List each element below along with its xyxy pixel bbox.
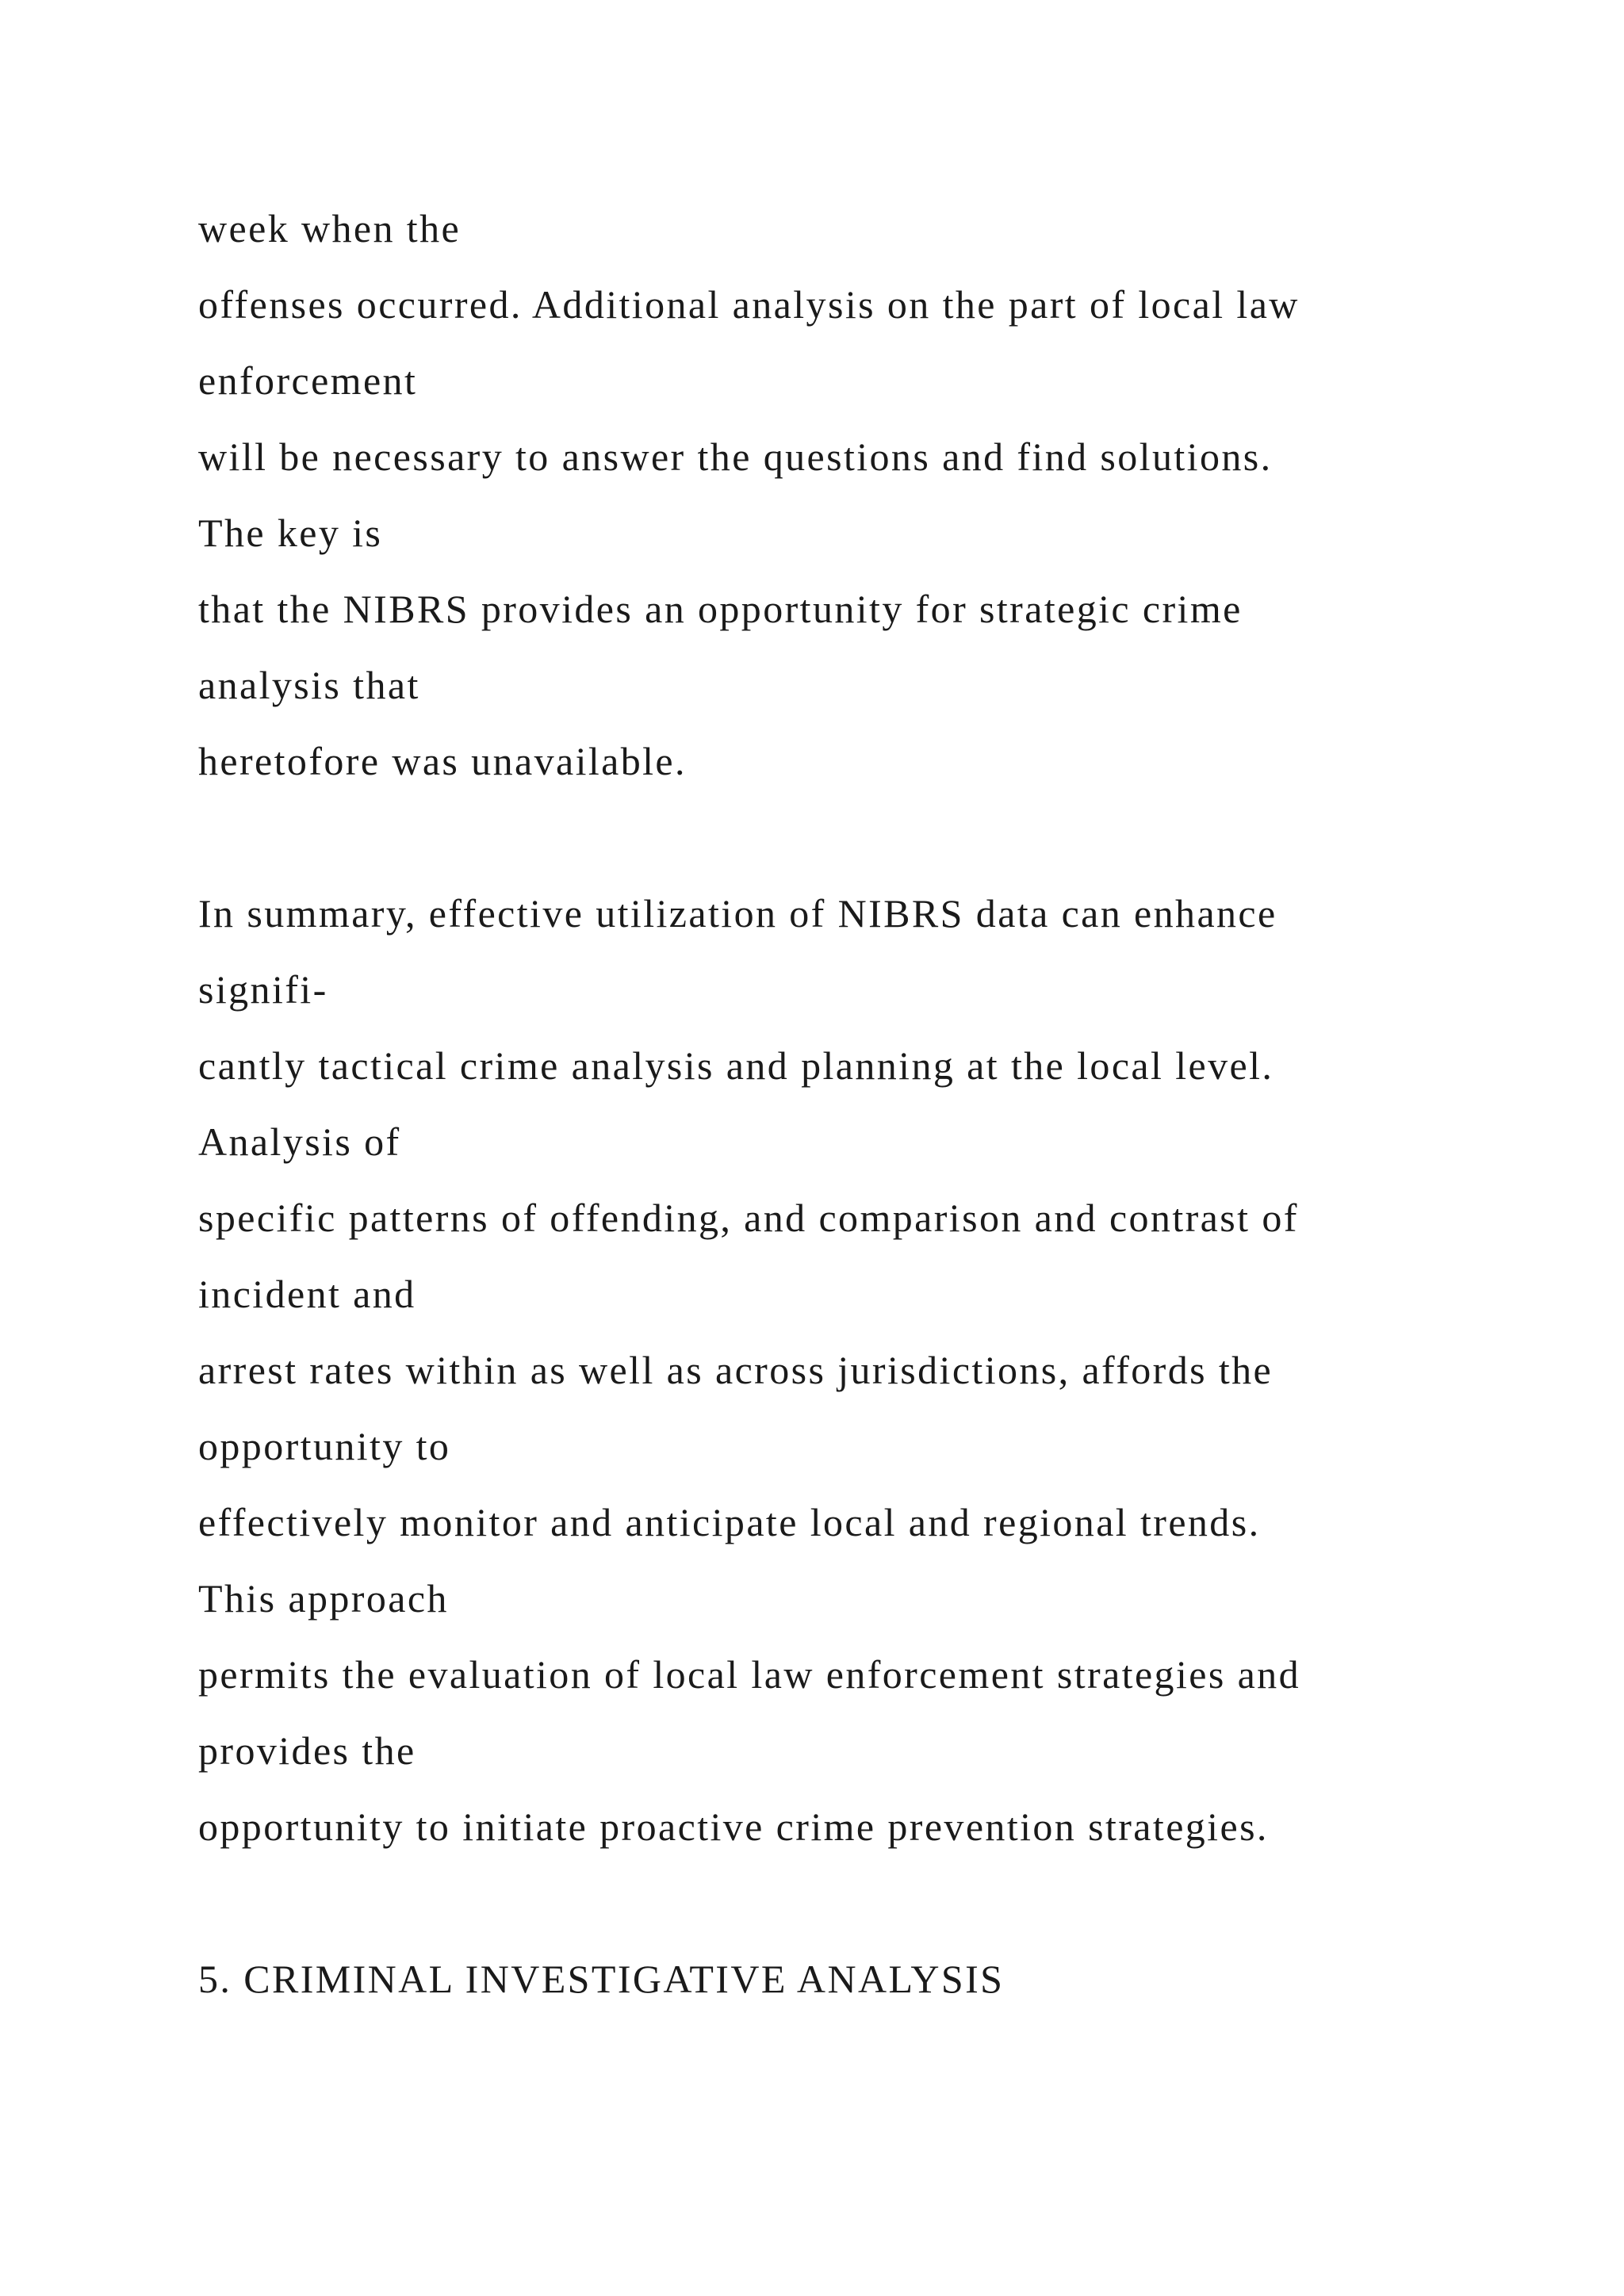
text-line: Analysis of [198,1119,401,1164]
text-line: analysis that [198,663,420,707]
text-line: The key is [198,511,383,555]
text-line: specific patterns of offending, and comparison and contrast of [198,1196,1299,1240]
text-line: incident and [198,1272,416,1316]
text-line: offenses occurred. Additional analysis on the part of local law [198,282,1300,327]
text-line: cantly tactical crime analysis and planning at the local level. [198,1043,1274,1088]
text-line: provides the [198,1728,416,1773]
text-line: signifi- [198,967,328,1012]
paragraph-spacer [198,1865,1546,1941]
text-line: enforcement [198,358,418,403]
section-heading: 5. CRIMINAL INVESTIGATIVE ANALYSIS [198,1957,1005,2001]
paragraph-spacer [198,799,1546,875]
text-line: that the NIBRS provides an opportunity for strategic crime [198,587,1243,631]
text-line: will be necessary to answer the questions and find solutions. [198,434,1273,479]
text-body [198,190,1546,2017]
paragraph-1 [198,190,1546,799]
text-line: heretofore was unavailable. [198,739,687,783]
text-line: opportunity to initiate proactive crime prevention strategies. [198,1804,1269,1849]
text-line: opportunity to [198,1424,451,1468]
text-line: week when the [198,206,462,251]
paragraph-2 [198,875,1546,1865]
text-line: arrest rates within as well as across jurisdictions, affords the [198,1348,1274,1392]
text-line: permits the evaluation of local law enforcement strategies and [198,1652,1300,1697]
text-line: effectively monitor and anticipate local and regional trends. [198,1500,1261,1544]
text-line: In summary, effective utilization of NIBRS data can enhance [198,891,1277,936]
text-line: This approach [198,1576,449,1621]
